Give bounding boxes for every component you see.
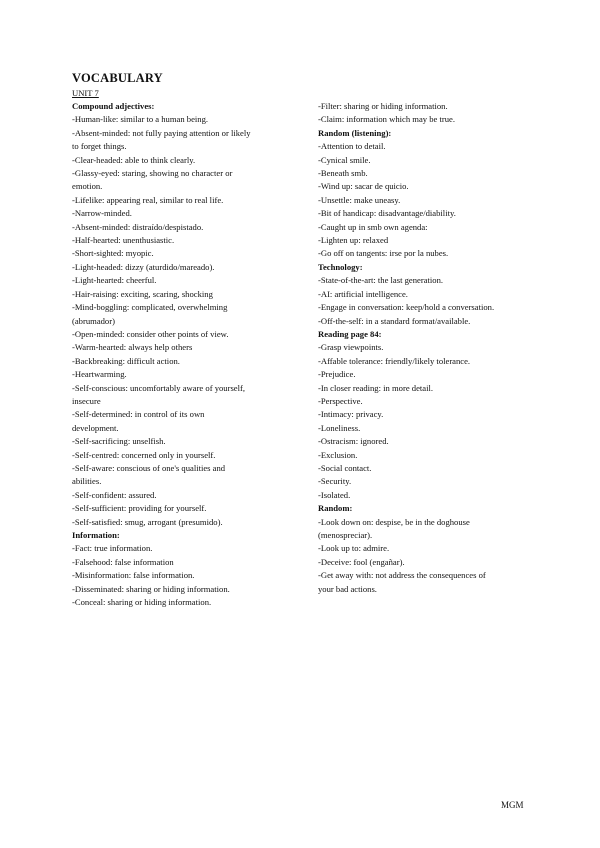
vocab-line: insecure (72, 395, 101, 406)
footer-initials: MGM (501, 800, 524, 810)
vocab-line: -Open-minded: consider other points of view. (72, 328, 229, 339)
vocab-line: -Beneath smb. (318, 168, 368, 179)
vocab-line: -Short-sighted: myopic. (72, 248, 154, 259)
vocab-line: -Grasp viewpoints. (318, 342, 384, 353)
vocab-line: -Security. (318, 476, 352, 487)
vocab-line: (menospreciar). (318, 530, 373, 540)
vocab-line: -Fact: true information. (72, 543, 153, 554)
vocab-line: -Deceive: fool (engañar). (318, 556, 405, 567)
vocab-line: -Ostracism: ignored. (318, 436, 389, 447)
vocab-line: -Engage in conversation: keep/hold a conversation. (318, 302, 495, 313)
vocab-line: -Backbreaking: difficult action. (72, 355, 180, 366)
vocab-line: -Self-sufficient: providing for yourself. (72, 503, 207, 514)
vocab-line: -Human-like: similar to a human being. (72, 114, 209, 125)
vocab-line: development. (72, 422, 119, 433)
unit-heading: UNIT 7 (72, 88, 99, 98)
right-column (318, 100, 544, 596)
vocab-line: -Lighten up: relaxed (318, 235, 389, 246)
vocab-line: -Affable tolerance: friendly/likely tolerance. (318, 355, 471, 366)
vocab-line: -Narrow-minded. (72, 208, 132, 219)
vocab-line: -Heartwarming. (72, 369, 127, 380)
document-title: VOCABULARY (72, 71, 163, 85)
vocab-line: abilities. (72, 476, 102, 487)
vocab-line: -Claim: information which may be true. (318, 114, 455, 125)
vocab-line: (abrumador) (72, 315, 115, 326)
vocab-line: -Absent-minded: not fully paying attention or likely (72, 127, 251, 138)
vocab-line: -Light-headed: dizzy (aturdido/mareado). (72, 261, 215, 272)
section-heading: Reading page 84: (318, 328, 382, 339)
vocab-line: -Look up to: admire. (318, 543, 390, 554)
vocab-line: -Self-aware: conscious of one's qualities and (72, 462, 226, 473)
vocab-line: -Self-centred: concerned only in yourself. (72, 449, 216, 460)
left-column (72, 100, 298, 609)
vocab-line: -Warm-hearted: always help others (72, 342, 193, 353)
vocab-line: -Social contact. (318, 462, 372, 473)
vocab-line: emotion. (72, 181, 103, 192)
vocab-line: -Look down on: despise, be in the doghouse (318, 516, 470, 527)
vocab-line: -In closer reading: in more detail. (318, 382, 434, 393)
vocab-line: -Conceal: sharing or hiding information. (72, 597, 212, 608)
vocab-line: -Get away with: not address the consequences of (318, 570, 486, 581)
vocab-line: -Light-hearted: cheerful. (72, 275, 157, 286)
vocab-line: -Attention to detail. (318, 141, 386, 152)
vocab-line: -Filter: sharing or hiding information. (318, 101, 448, 111)
vocab-line: -Prejudice. (318, 369, 356, 380)
vocab-line: -Clear-headed: able to think clearly. (72, 154, 196, 165)
vocab-line: -Hair-raising: exciting, scaring, shocking (72, 288, 213, 299)
vocab-line: -Self-satisfied: smug, arrogant (presumido). (72, 516, 223, 527)
vocab-line: -Self-sacrificing: unselfish. (72, 436, 166, 447)
section-heading: Information: (72, 530, 120, 540)
vocab-line: -Misinformation: false information. (72, 570, 195, 581)
vocab-line: -Half-hearted: unenthusiastic. (72, 235, 175, 246)
vocab-line: -Isolated. (318, 489, 351, 500)
vocab-line: -Unsettle: make uneasy. (318, 194, 401, 205)
vocab-line: -Self-confident: assured. (72, 489, 157, 500)
section-heading: Technology: (318, 261, 363, 272)
vocab-line: -Exclusion. (318, 449, 358, 460)
vocab-line: -Absent-minded: distraído/despistado. (72, 221, 204, 232)
vocab-line: to forget things. (72, 141, 127, 152)
vocab-line: -Lifelike: appearing real, similar to real life. (72, 194, 224, 205)
vocab-line: -State-of-the-art: the last generation. (318, 275, 444, 286)
vocab-line: -Go off on tangents: irse por la nubes. (318, 248, 449, 259)
vocab-line: -Disseminated: sharing or hiding information. (72, 583, 230, 594)
vocab-line: your bad actions. (318, 583, 377, 594)
vocab-line: -Self-conscious: uncomfortably aware of yourself, (72, 382, 246, 393)
vocab-line: -Bit of handicap: disadvantage/diability. (318, 208, 456, 219)
section-heading: Random: (318, 503, 353, 514)
vocab-line: -Wind up: sacar de quicio. (318, 181, 409, 192)
section-heading: Random (listening): (318, 127, 392, 138)
vocab-line: -Perspective. (318, 395, 363, 406)
vocab-line: -AI: artificial intelligence. (318, 288, 408, 299)
vocab-line: -Glassy-eyed: staring, showing no character or (72, 168, 233, 179)
section-heading: Compound adjectives: (72, 101, 155, 111)
vocab-line: -Off-the-self: in a standard format/available. (318, 315, 471, 326)
vocab-line: -Falsehood: false information (72, 556, 174, 567)
vocab-line: -Cynical smile. (318, 154, 371, 165)
vocab-line: -Mind-boggling: complicated, overwhelming (72, 302, 228, 313)
vocab-line: -Caught up in smb own agenda: (318, 221, 428, 232)
vocab-line: -Loneliness. (318, 422, 361, 433)
vocab-line: -Self-determined: in control of its own (72, 409, 205, 420)
vocab-line: -Intimacy: privacy. (318, 409, 384, 420)
